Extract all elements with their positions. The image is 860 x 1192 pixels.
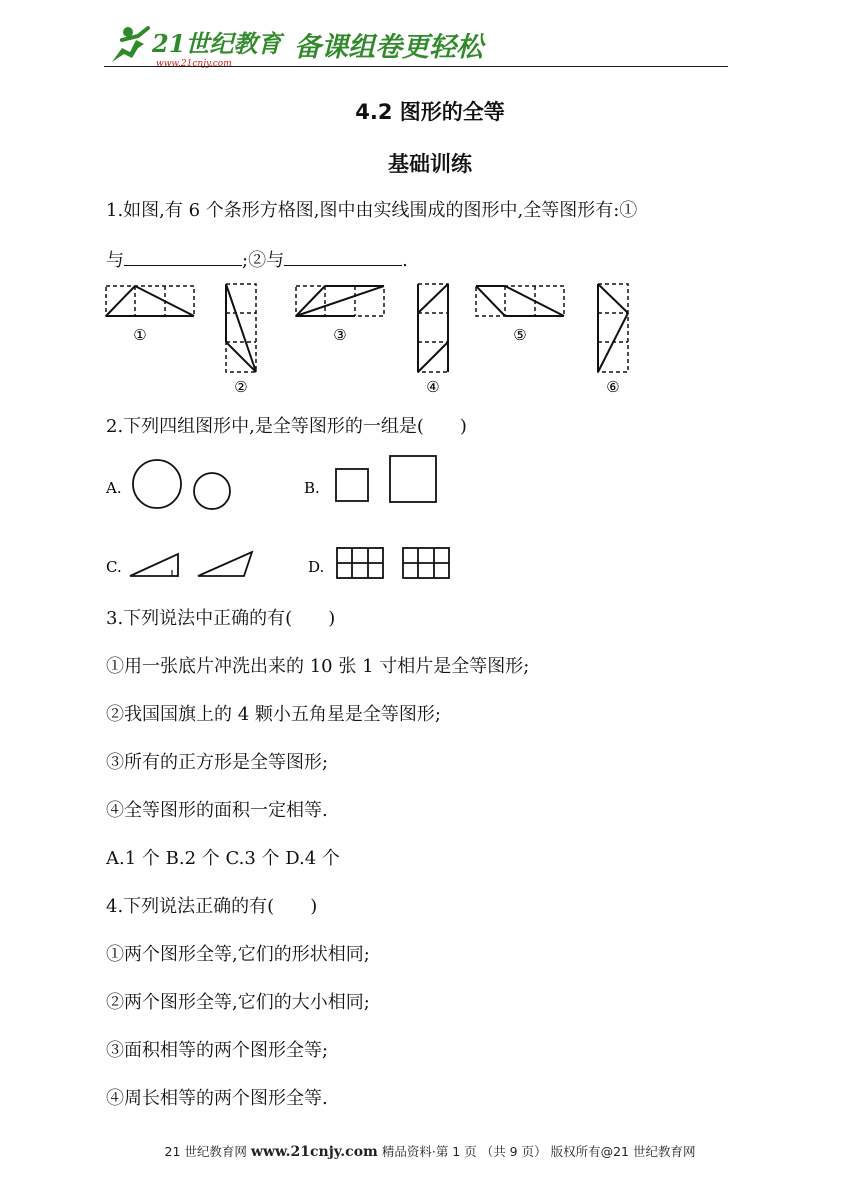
q3-text: 3.下列说法中正确的有( ) <box>106 608 336 629</box>
footer-rest: 精品资料·第 1 页 （共 9 页） 版权所有@21 世纪教育网 <box>381 1144 696 1159</box>
header-slogan: 备课组卷更轻松 <box>294 32 483 63</box>
figure-4 <box>418 284 448 372</box>
option-d-label: D. <box>308 558 325 576</box>
option-d-grids <box>337 548 449 578</box>
figure-2 <box>226 284 256 372</box>
page-footer <box>0 1142 860 1160</box>
q4-item-4: ④周长相等的两个图形全等. <box>106 1088 328 1109</box>
figure-5 <box>476 286 564 316</box>
q1-label-b: ;②与 <box>242 250 285 271</box>
figure-3 <box>296 286 384 316</box>
q4-item-1: ①两个图形全等,它们的形状相同; <box>106 944 370 965</box>
q4-text: 4.下列说法正确的有( ) <box>106 896 318 917</box>
header-logo <box>102 22 742 70</box>
figure-5-label: ⑤ <box>513 326 527 344</box>
q3-item-2: ②我国国旗上的 4 颗小五角星是全等图形; <box>106 704 441 725</box>
q3-item-3: ③所有的正方形是全等图形; <box>106 752 329 773</box>
q3-choices: A.1 个 B.2 个 C.3 个 D.4 个 <box>106 848 340 869</box>
option-b-squares <box>336 456 436 502</box>
q3-item-4: ④全等图形的面积一定相等. <box>106 800 328 821</box>
figure-2-label: ② <box>234 378 248 396</box>
q1-figures <box>100 280 640 400</box>
q1-answer-line <box>106 246 408 272</box>
page-title: 4.2 图形的全等 <box>355 100 505 124</box>
footer-url[interactable]: www.21cnjy.com <box>250 1144 378 1160</box>
logo-url-text: www.21cnjy.com <box>156 59 232 69</box>
q1-blank-1[interactable] <box>124 247 242 266</box>
q1-text: 1.如图,有 6 个条形方格图,图中由实线围成的图形中,全等图形有:① <box>106 200 638 221</box>
section-title: 基础训练 <box>388 152 472 176</box>
figure-6-label: ⑥ <box>606 378 620 396</box>
option-b-label: B. <box>304 479 320 497</box>
q4-item-2: ②两个图形全等,它们的大小相同; <box>106 992 370 1013</box>
q3-item-1: ①用一张底片冲洗出来的 10 张 1 寸相片是全等图形; <box>106 656 530 677</box>
figure-1-label: ① <box>133 326 147 344</box>
option-a-circles <box>133 460 230 509</box>
q2-options-figure <box>100 450 470 590</box>
q1-label-c: . <box>402 250 408 271</box>
figure-1 <box>106 286 194 316</box>
q2-text: 2.下列四组图形中,是全等图形的一组是( ) <box>106 416 467 437</box>
option-c-triangles <box>130 552 252 576</box>
option-a-label: A. <box>106 479 122 497</box>
logo-main-text: 21世纪教育 <box>152 29 282 58</box>
header-divider <box>104 66 728 67</box>
option-c-label: C. <box>106 558 122 576</box>
q4-item-3: ③面积相等的两个图形全等; <box>106 1040 329 1061</box>
footer-site: 21 世纪教育网 <box>164 1144 247 1159</box>
q1-label-a: 与 <box>106 250 124 271</box>
figure-3-label: ③ <box>333 326 347 344</box>
q1-blank-2[interactable] <box>284 247 402 266</box>
figure-4-label: ④ <box>426 378 440 396</box>
figure-6 <box>598 284 628 372</box>
runner-logo-icon <box>112 27 148 62</box>
